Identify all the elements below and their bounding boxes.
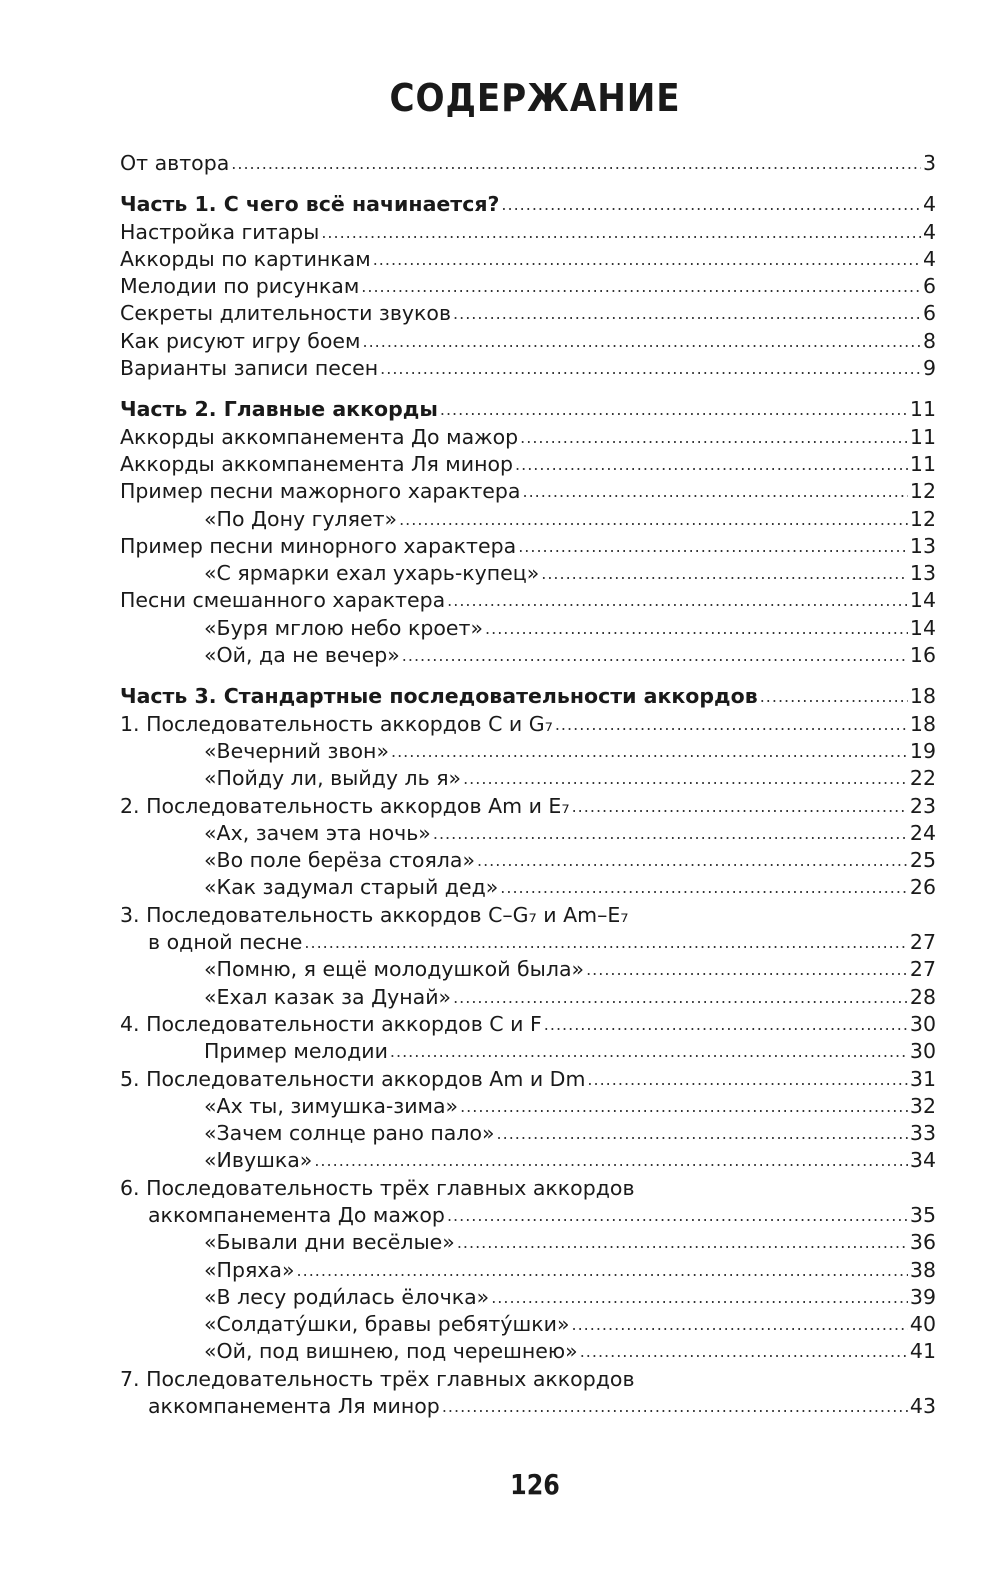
toc-entry-page: 30 — [909, 1011, 936, 1036]
dot-leader — [453, 984, 908, 1011]
dot-leader — [453, 300, 921, 327]
toc-entry-page: 27 — [909, 930, 936, 955]
toc-entry-page: 38 — [909, 1257, 936, 1282]
toc-entry — [120, 615, 936, 642]
toc-entry — [120, 793, 936, 820]
dot-leader — [373, 246, 921, 273]
dot-leader — [363, 328, 921, 355]
toc-entry-page: 11 — [909, 397, 936, 422]
dot-leader — [500, 874, 908, 901]
dot-leader — [391, 738, 908, 765]
toc-entry-title: «Помню, я ещё молодушкой была» — [204, 957, 585, 982]
page-title: СОДЕРЖАНИЕ — [389, 76, 681, 120]
dot-leader — [523, 478, 908, 505]
toc-entry — [120, 1229, 936, 1256]
toc-entry — [120, 642, 936, 669]
toc-entry-title: Часть 3. Стандартные последовательности аккордов — [120, 684, 758, 709]
toc-entry-title: Секреты длительности звуков — [120, 301, 452, 326]
dot-leader — [520, 424, 908, 451]
toc-entry-title: Аккорды по картинкам — [120, 246, 371, 271]
dot-leader — [297, 1257, 908, 1284]
page-number: 126 — [510, 1468, 560, 1501]
toc-entry-page: 14 — [909, 615, 936, 640]
toc-entry-page: 24 — [909, 820, 936, 845]
dot-leader — [544, 1011, 908, 1038]
table-of-contents — [120, 150, 936, 1420]
toc-entry — [120, 711, 936, 738]
toc-entry-page: 35 — [909, 1202, 936, 1227]
toc-entry-title: «Ах ты, зимушка-зима» — [204, 1093, 459, 1118]
toc-entry — [120, 396, 936, 423]
toc-entry-page: 11 — [909, 424, 936, 449]
toc-entry-title: 1. Последовательность аккордов C и G₇ — [120, 711, 553, 736]
toc-entry-page: 26 — [909, 875, 936, 900]
toc-entry-page: 34 — [909, 1148, 936, 1173]
toc-entry-page: 25 — [909, 848, 936, 873]
toc-entry — [120, 738, 936, 765]
toc-entry-page: 9 — [922, 356, 936, 381]
toc-entry-page: 19 — [909, 738, 936, 763]
toc-entry-title: «В лесу роди́лась ёлочка» — [204, 1284, 490, 1309]
dot-leader — [460, 1093, 908, 1120]
dot-leader — [586, 956, 908, 983]
toc-entry — [120, 300, 936, 327]
toc-entry-title: Пример мелодии — [204, 1039, 388, 1064]
toc-entry — [120, 533, 936, 560]
toc-entry — [120, 1120, 936, 1147]
toc-entry-title: Мелодии по рисункам — [120, 274, 360, 299]
toc-entry-page: 4 — [922, 246, 936, 271]
toc-entry — [120, 506, 936, 533]
toc-entry-title: «Пойду ли, выйду ль я» — [204, 766, 462, 791]
toc-entry-title: «Зачем солнце рано пало» — [204, 1121, 495, 1146]
toc-entry-page: 16 — [909, 643, 936, 668]
toc-entry-page: 27 — [909, 957, 936, 982]
toc-entry — [120, 424, 936, 451]
toc-entry-page: 39 — [909, 1284, 936, 1309]
toc-entry — [120, 246, 936, 273]
dot-leader — [399, 506, 908, 533]
toc-entry-page: 14 — [909, 588, 936, 613]
toc-entry-page: 22 — [909, 766, 936, 791]
dot-leader — [402, 642, 908, 669]
toc-entry — [120, 273, 936, 300]
toc-entry-title: «Как задумал старый дед» — [204, 875, 499, 900]
dot-leader — [304, 929, 908, 956]
toc-entry-title: Аккорды аккомпанемента Ля минор — [120, 451, 514, 476]
toc-entry — [120, 1011, 936, 1038]
toc-entry — [120, 765, 936, 792]
toc-entry — [120, 1147, 936, 1174]
toc-entry-title: в одной песне — [148, 930, 303, 955]
toc-entry-page: 18 — [909, 711, 936, 736]
dot-leader — [321, 219, 921, 246]
dot-leader — [515, 451, 908, 478]
toc-entry-page: 12 — [909, 506, 936, 531]
toc-entry-title: «Пряха» — [204, 1257, 295, 1282]
dot-leader — [491, 1284, 908, 1311]
toc-entry-title: 7. Последовательность трёх главных аккордов — [120, 1366, 635, 1391]
toc-entry-page: 12 — [909, 479, 936, 504]
dot-leader — [440, 396, 908, 423]
dot-leader — [541, 560, 908, 587]
toc-entry-page: 31 — [909, 1066, 936, 1091]
toc-entry — [120, 150, 936, 177]
toc-entry-title: Настройка гитары — [120, 219, 320, 244]
toc-entry-title: «Ивушка» — [204, 1148, 313, 1173]
dot-leader — [447, 1202, 908, 1229]
toc-entry-title: «Буря мглою небо кроет» — [204, 615, 484, 640]
toc-entry-title: Как рисуют игру боем — [120, 328, 361, 353]
toc-entry — [120, 847, 936, 874]
toc-entry-page: 28 — [909, 984, 936, 1009]
toc-entry-page: 8 — [922, 328, 936, 353]
toc-entry — [120, 587, 936, 614]
toc-entry-title: «Ехал казак за Дунай» — [204, 984, 452, 1009]
toc-entry-page: 41 — [909, 1339, 936, 1364]
toc-entry-page: 32 — [909, 1093, 936, 1118]
toc-entry-page: 36 — [909, 1230, 936, 1255]
toc-entry — [120, 984, 936, 1011]
dot-leader — [433, 820, 908, 847]
toc-entry — [120, 478, 936, 505]
toc-entry — [120, 1202, 936, 1229]
dot-leader — [572, 793, 908, 820]
toc-entry-page: 30 — [909, 1039, 936, 1064]
toc-entry-page: 13 — [909, 533, 936, 558]
toc-entry-page: 43 — [909, 1394, 936, 1419]
toc-entry — [120, 929, 936, 956]
toc-entry-title: «Во поле берёза стояла» — [204, 848, 475, 873]
dot-leader — [477, 847, 908, 874]
toc-entry — [120, 902, 936, 929]
dot-leader — [361, 273, 921, 300]
toc-entry-title: «Бывали дни весёлые» — [204, 1230, 455, 1255]
toc-entry-page: 6 — [922, 274, 936, 299]
toc-entry — [120, 328, 936, 355]
toc-entry — [120, 874, 936, 901]
toc-entry-page: 11 — [909, 451, 936, 476]
toc-entry-page: 18 — [909, 684, 936, 709]
toc-entry-title: Аккорды аккомпанемента До мажор — [120, 424, 519, 449]
toc-entry — [120, 451, 936, 478]
toc-entry — [120, 820, 936, 847]
toc-entry-page: 23 — [909, 793, 936, 818]
toc-entry-title: аккомпанемента До мажор — [148, 1202, 445, 1227]
toc-entry-page: 13 — [909, 561, 936, 586]
toc-entry-title: Часть 1. С чего всё начинается? — [120, 192, 500, 217]
dot-leader — [580, 1338, 908, 1365]
dot-leader — [587, 1066, 907, 1093]
toc-entry-page: 40 — [909, 1312, 936, 1337]
toc-entry — [120, 1175, 936, 1202]
dot-leader — [390, 1038, 908, 1065]
dot-leader — [572, 1311, 908, 1338]
toc-entry-title: Пример песни минорного характера — [120, 533, 517, 558]
toc-entry — [120, 1093, 936, 1120]
toc-entry-title: «С ярмарки ехал ухарь-купец» — [204, 561, 540, 586]
toc-entry — [120, 1066, 936, 1093]
toc-entry-page: 33 — [909, 1121, 936, 1146]
toc-entry — [120, 219, 936, 246]
toc-entry-title: «Вечерний звон» — [204, 738, 389, 763]
dot-leader — [518, 533, 908, 560]
toc-entry-title: Варианты записи песен — [120, 356, 379, 381]
dot-leader — [442, 1393, 908, 1420]
toc-entry — [120, 355, 936, 382]
toc-entry — [120, 1366, 936, 1393]
toc-entry-title: Часть 2. Главные аккорды — [120, 397, 438, 422]
toc-entry — [120, 956, 936, 983]
toc-entry — [120, 683, 936, 710]
toc-entry-page: 4 — [922, 219, 936, 244]
toc-entry-title: 6. Последовательность трёх главных аккордов — [120, 1175, 635, 1200]
toc-entry — [120, 1338, 936, 1365]
dot-leader — [231, 150, 921, 177]
toc-entry-title: 2. Последовательность аккордов Am и E₇ — [120, 793, 570, 818]
dot-leader — [555, 711, 908, 738]
toc-entry-title: 3. Последовательность аккордов C–G₇ и Am–E₇ — [120, 902, 629, 927]
toc-entry — [120, 1393, 936, 1420]
toc-entry-title: Песни смешанного характера — [120, 588, 446, 613]
toc-entry-title: «Ах, зачем эта ночь» — [204, 820, 431, 845]
toc-entry-page: 4 — [922, 192, 936, 217]
toc-entry — [120, 1311, 936, 1338]
toc-entry-title: «По Дону гуляет» — [204, 506, 398, 531]
toc-entry-page: 6 — [922, 301, 936, 326]
dot-leader — [497, 1120, 908, 1147]
dot-leader — [501, 191, 921, 218]
toc-entry-title: «Солдату́шки, бравы ребяту́шки» — [204, 1312, 570, 1337]
dot-leader — [485, 615, 908, 642]
toc-entry — [120, 1257, 936, 1284]
toc-entry-title: 5. Последовательности аккордов Am и Dm — [120, 1066, 586, 1091]
dot-leader — [463, 765, 908, 792]
dot-leader — [760, 683, 908, 710]
toc-entry — [120, 1284, 936, 1311]
toc-entry — [120, 560, 936, 587]
dot-leader — [380, 355, 921, 382]
toc-entry — [120, 1038, 936, 1065]
dot-leader — [314, 1147, 908, 1174]
toc-entry-title: От автора — [120, 151, 230, 175]
toc-entry-title: «Ой, под вишнею, под черешнею» — [204, 1339, 578, 1364]
toc-entry-title: аккомпанемента Ля минор — [148, 1394, 440, 1419]
toc-entry-title: «Ой, да не вечер» — [204, 643, 400, 668]
toc-entry-title: Пример песни мажорного характера — [120, 479, 521, 504]
dot-leader — [447, 587, 908, 614]
toc-entry-page: 3 — [922, 151, 936, 175]
dot-leader — [457, 1229, 908, 1256]
toc-entry-title: 4. Последовательности аккордов C и F — [120, 1011, 542, 1036]
toc-entry — [120, 191, 936, 218]
